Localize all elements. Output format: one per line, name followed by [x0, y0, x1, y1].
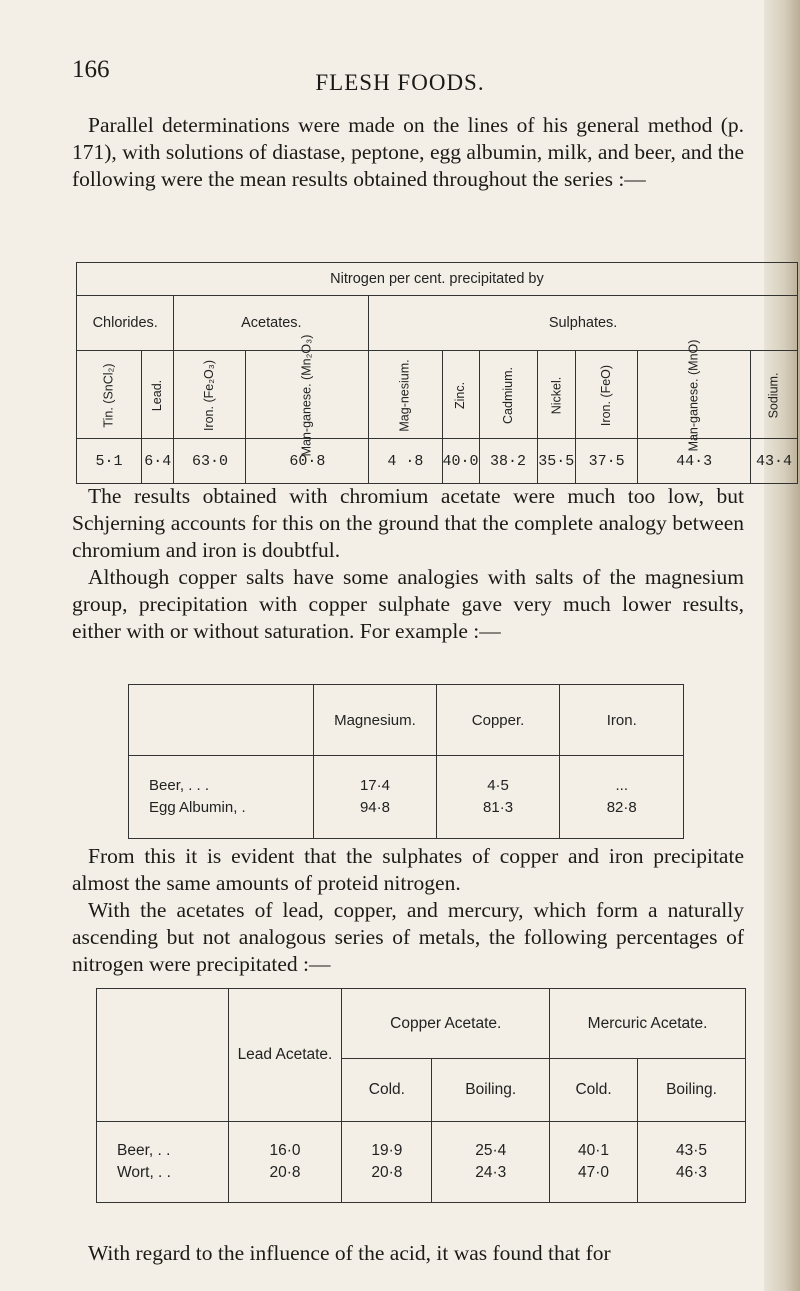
row-label-beer: Beer, . . .: [149, 777, 210, 794]
table-cell: 82·8: [606, 799, 637, 816]
table-cell: 16·0: [269, 1142, 301, 1159]
col-header-iron: Iron.: [560, 685, 684, 756]
col-header: Cadmium.: [479, 351, 537, 439]
col-header-copper-acetate: Copper Acetate.: [342, 989, 550, 1059]
paragraph-intro: Parallel determinations were made on the lines of his general method (p. 171), with solutions of diastase, peptone, egg albumin, milk, and beer, and the following were the mean results obtained throughout the series :—: [72, 113, 744, 191]
table-cell: 20·8: [371, 1164, 403, 1181]
table-cell: 20·8: [269, 1164, 301, 1181]
table-cell: 17·4: [359, 777, 390, 794]
paragraph-acid-influence: With regard to the influence of the acid, it was found that for: [88, 1241, 611, 1265]
table-copper-comparison: [128, 684, 684, 839]
subheader-boiling: Boiling.: [432, 1059, 550, 1122]
col-mercuric-cold-values: [550, 1122, 638, 1203]
col-header: Iron. (FeO): [576, 351, 638, 439]
row-label-wort: Wort, . .: [117, 1164, 171, 1181]
table-cell: 6·4: [142, 439, 174, 484]
col-header: Zinc.: [442, 351, 479, 439]
table-cell: 44·3: [638, 439, 751, 484]
paragraph-acetates: With the acetates of lead, copper, and mercury, which form a naturally ascending but not analogous series of metals, the following percentages of nitrogen were precipitated :—: [72, 898, 744, 976]
subheader-cold: Cold.: [342, 1059, 432, 1122]
table-cell: 47·0: [578, 1164, 610, 1181]
paragraph-chromium: The results obtained with chromium acetate were much too low, but Schjerning accounts for this on the ground that the complete analogy between chromium and iron is doubtful.: [72, 484, 744, 562]
table-cell: 4 ·8: [369, 439, 442, 484]
group-sulphates: Sulphates.: [369, 296, 798, 351]
table-cell: 63·0: [174, 439, 246, 484]
table-cell: 94·8: [359, 799, 390, 816]
table-cell: 37·5: [576, 439, 638, 484]
col-header: Tin. (SnCl₂): [77, 351, 142, 439]
group-acetates: Acetates.: [174, 296, 369, 351]
paragraph-copper-salts: Although copper salts have some analogies with salts of the magnesium group, precipitation with copper sulphate gave very much lower results, either with or without saturation. For example :—: [72, 565, 744, 643]
subheader-boiling: Boiling.: [638, 1059, 746, 1122]
col-copper-values: [436, 756, 560, 839]
table-cell: 38·2: [479, 439, 537, 484]
table-acetates: [96, 988, 746, 1203]
table-nitrogen-precipitated: [76, 262, 798, 484]
col-header: Mag-nesium.: [369, 351, 442, 439]
col-header-lead-acetate: Lead Acetate.: [228, 989, 342, 1122]
col-header-magnesium: Magnesium.: [314, 685, 436, 756]
row-labels: [97, 1122, 229, 1203]
table-cell: 4·5: [487, 777, 509, 794]
col-mercuric-boiling-values: [638, 1122, 746, 1203]
col-header: Sodium.: [751, 351, 798, 439]
col-lead-values: [228, 1122, 342, 1203]
paragraph-sulphates: From this it is evident that the sulphates of copper and iron precipitate almost the same amounts of proteid nitrogen.: [72, 844, 744, 895]
col-header: Iron. (Fe₂O₃): [174, 351, 246, 439]
table-cell: 81·3: [483, 799, 514, 816]
table-cell: 5·1: [77, 439, 142, 484]
table-cell: 60·8: [246, 439, 369, 484]
table-cell: 25·4: [475, 1142, 507, 1159]
row-labels: [129, 756, 314, 839]
col-header: Man-ganese. (Mn₂O₃): [246, 351, 369, 439]
col-header: Lead.: [142, 351, 174, 439]
running-head: FLESH FOODS.: [315, 70, 485, 95]
table-cell: 43·5: [676, 1142, 708, 1159]
row-label-beer: Beer, . .: [117, 1142, 171, 1159]
col-header: Nickel.: [537, 351, 576, 439]
table-cell: 35·5: [537, 439, 576, 484]
page-number: 166: [72, 56, 110, 83]
col-magnesium-values: [314, 756, 436, 839]
col-header-mercuric-acetate: Mercuric Acetate.: [550, 989, 746, 1059]
col-iron-values: [560, 756, 684, 839]
row-label-egg-albumin: Egg Albumin, .: [149, 799, 246, 816]
page-edge-shadow: [764, 0, 800, 1291]
subheader-cold: Cold.: [550, 1059, 638, 1122]
table-cell: 46·3: [676, 1164, 708, 1181]
col-header-copper: Copper.: [436, 685, 560, 756]
table-cell: 40·1: [578, 1142, 610, 1159]
col-copper-cold-values: [342, 1122, 432, 1203]
blank-header: [97, 989, 229, 1122]
blank-header: [129, 685, 314, 756]
table-cell: 19·9: [371, 1142, 403, 1159]
table-cell: 43·4: [751, 439, 798, 484]
table-cell: 24·3: [475, 1164, 507, 1181]
table-title: Nitrogen per cent. precipitated by: [77, 263, 798, 296]
col-copper-boiling-values: [432, 1122, 550, 1203]
col-header: Man-ganese. (MnO): [638, 351, 751, 439]
table-cell: ...: [615, 777, 628, 794]
table-cell: 40·0: [442, 439, 479, 484]
group-chlorides: Chlorides.: [77, 296, 174, 351]
